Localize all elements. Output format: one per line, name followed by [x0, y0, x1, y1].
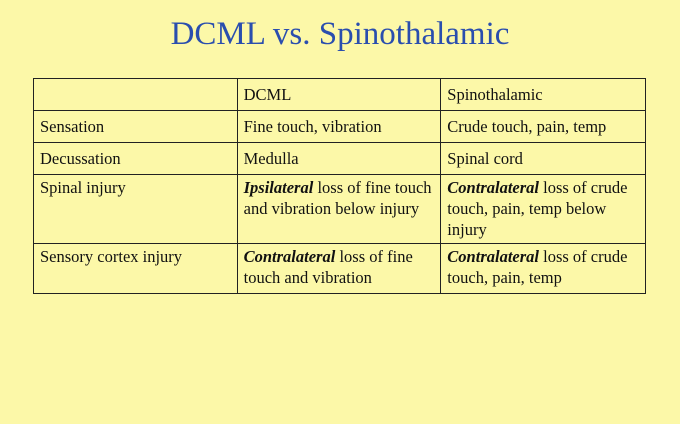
table-header-row [34, 79, 646, 111]
emphasis-term: Contralateral [243, 247, 336, 266]
dcml-cell: Medulla [237, 143, 441, 175]
table-row [34, 175, 646, 244]
emphasis-term: Contralateral [447, 247, 539, 266]
table-row [34, 143, 646, 175]
table-row [34, 111, 646, 143]
table-row [34, 244, 646, 294]
row-label: Sensory cortex injury [34, 244, 238, 294]
spinothalamic-cell: Spinal cord [441, 143, 646, 175]
spinothalamic-cell [441, 244, 646, 294]
row-label: Spinal injury [34, 175, 238, 244]
comparison-table [33, 78, 646, 294]
cell-text: loss of fine touch and vibration below injury [243, 178, 432, 218]
spinothalamic-cell: Crude touch, pain, temp [441, 111, 646, 143]
emphasis-term: Ipsilateral [243, 178, 314, 197]
slide-title: DCML vs. Spinothalamic [170, 16, 510, 52]
row-label: Decussation [34, 143, 238, 175]
spinothalamic-cell [441, 175, 646, 244]
emphasis-term: Contralateral [447, 178, 539, 197]
header-cell-dcml: DCML [237, 79, 441, 111]
cell-text: loss of fine touch and vibration [243, 247, 413, 287]
dcml-cell: Fine touch, vibration [237, 111, 441, 143]
row-label: Sensation [34, 111, 238, 143]
header-cell-spinothalamic: Spinothalamic [441, 79, 646, 111]
cell-text: loss of crude touch, pain, temp below injury [447, 178, 628, 239]
dcml-cell [237, 175, 441, 244]
dcml-cell [237, 244, 441, 294]
cell-text: loss of crude touch, pain, temp [447, 247, 628, 287]
header-cell-empty [34, 79, 238, 111]
